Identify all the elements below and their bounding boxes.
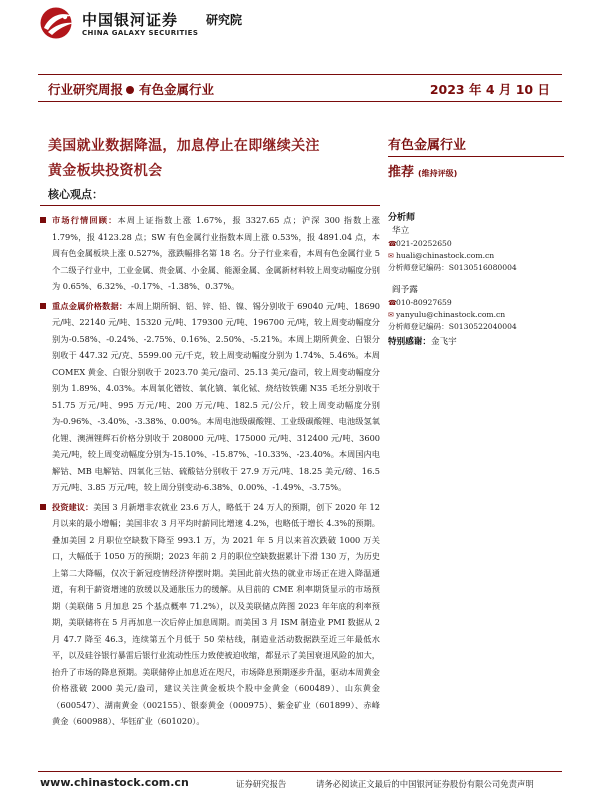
rating-value: 推荐 <box>388 165 415 180</box>
paragraph-lead: 投资建议： <box>52 501 94 512</box>
analyst-phone <box>388 238 452 250</box>
paragraph-lead: 市场行情回顾： <box>52 215 118 225</box>
report-industry: 有色金属行业 <box>139 82 215 97</box>
analyst-phone-value: 021-20252650 <box>396 239 452 248</box>
report-date: 2023 年 4 月 10 日 <box>429 82 550 97</box>
square-bullet-icon <box>40 504 46 510</box>
analyst-cert: 分析师登记编码：S0130522040004 <box>388 322 517 331</box>
special-thanks-name: 金飞宇 <box>430 337 457 347</box>
analyst-phone-value: 010-80927659 <box>396 298 452 307</box>
bullet-dot-icon <box>126 86 134 94</box>
paragraph-text: 美国 3 月新增非农就业 23.6 万人，略低于 24 万人的预期，创下 2020 年 12 月以来的最小增幅；美国非农 3 月平均时薪同比增速 4.2%，也略低于增长 4.3%的预期。叠加美国 2 月职位空缺数下降至 993.1 万，为 2021 年 5 月以来首次跌破 1000 万关口，大幅低于 1050 万的预期；2023 年前 2 月的职位空缺数据累计下滑 130 万，为历史上第二大降幅，仅次于新冠疫情经济停摆时期。美国此前火热的就业市场正在进入降温通道，有利于薪资增速的放缓以及通胀压力的缓解。从目前的 CME 利率期货显示的市场预期（美联储 5 月加息 25 个基点概率 71.2%），以及美联储点阵图 2023 年年底的利率预期，美联储将在 5 月再加息一次后停止加息周期。而美国 3 月 ISM 制造业 PMI 数据从 2 月 47.7 降至 46.3，连续第五个月低于 50 荣枯线，制造业活动数据跌至近三年最低水平，以及硅谷银行暴雷后银行业流动性压力致使被迫收缩，都显示了美国衰退风险的加大，抬升了市场的降息预期。美联储停止加息近在咫尺，市场降息预期逐步升温，驱动本周黄金价格涨破 2000 美元/盎司，建议关注黄金板块个股中金黄金（600489）、山东黄金（600547）、湖南黄金（002155）、银泰黄金（000975）、紫金矿业（601899）、赤峰黄金（600988）、华钰矿业（601020）。 <box>52 501 380 726</box>
analyst-phone <box>388 297 452 309</box>
special-thanks <box>388 335 457 347</box>
email-icon: ✉ <box>388 311 394 319</box>
analyst-email[interactable] <box>388 250 494 262</box>
report-info-bar <box>38 74 562 102</box>
brand-name-en: CHINA GALAXY SECURITIES <box>82 29 199 37</box>
analyst-label: 分析师 <box>388 213 416 223</box>
page-header <box>0 0 600 70</box>
section-divider <box>40 205 380 206</box>
rating-note: (维持评级) <box>418 169 458 178</box>
analyst-email-value[interactable]: huali@chinastock.com.cn <box>396 251 495 260</box>
galaxy-logo-icon <box>38 6 78 40</box>
special-thanks-label: 特别感谢： <box>388 337 431 347</box>
analyst-name: 阎予露 <box>392 285 418 295</box>
report-title-line2: 黄金板块投资机会 <box>48 163 163 179</box>
brand-department: 研究院 <box>206 13 243 27</box>
sidebar-divider <box>388 156 564 157</box>
report-body <box>40 212 380 733</box>
paragraph-metal-prices <box>40 298 380 496</box>
phone-icon: ☎ <box>388 240 397 248</box>
rating <box>388 161 457 180</box>
phone-icon: ☎ <box>388 299 397 307</box>
report-title-line1: 美国就业数据降温，加息停止在即继续关注 <box>48 138 320 154</box>
report-type: 行业研究周报 <box>48 82 124 97</box>
sidebar-industry: 有色金属行业 <box>388 138 467 153</box>
analyst-name: 华立 <box>392 226 410 236</box>
paragraph-text: 本周上期所铜、铝、锌、铅、镍、锡分别收于 69040 元/吨、18690 元/吨、22140 元/吨、15320 元/吨、179300 元/吨、196700 元/吨，较上周变动幅度分别为-0.58%、-0.24%、-2.75%、0.16%、2.50%、-5.21%。本周上期所黄金、白银分别收于 447.32 元/克、5599.00 元/千克，较上周变动幅度分别为 1.74%、5.46%。本周 COMEX 黄金、白银分别收于 2023.70 美元/盎司、25.13 美元/盎司，较上周变动幅度分别为 1.89%、4.03%。本周氧化镨钕、氧化镝、氧化铽、烧结钕铁硼 N35 毛坯分别收于 51.75 万元/吨、995 万元/吨、200 万元/吨、182.5 元/公斤，较上周变动幅度分别为-0.96%、-3.40%、-3.38%、0.00%。本周电池级碳酸锂、工业级碳酸锂、电池级氢氧化锂、澳洲锂辉石价格分别收于 208000 元/吨、175000 元/吨、312400 元/吨、3600 美元/吨，较上周变动幅度分别为-15.10%、-15.87%、-10.33%、-23.40%。本周国内电解钴、MB 电解钴、四氧化三钴、硫酸钴分别收于 27.9 万元/吨、18.25 美元/磅、16.5 万元/吨、3.85 万元/吨，较上周分别变动-6.38%、0.00%、-1.49%、-3.75%。 <box>52 300 380 492</box>
brand-name-cn: 中国银河证券 <box>82 11 179 29</box>
footer-divider <box>38 771 562 772</box>
email-icon: ✉ <box>388 252 394 260</box>
analyst-email[interactable] <box>388 309 505 321</box>
paragraph-text: 本周上证指数上涨 1.67%，报 3327.65 点；沪深 300 指数上涨 1.79%，报 4123.28 点；SW 有色金属行业指数本周上涨 0.53%，报 4891.04 点，本周有色金属板块上涨 0.527%，涨跌幅排名第 18 名。分子行业来看，本周有色金属行业 5 个二级子行业中，工业金属、贵金属、小金属、能源金属、金属新材料较上周变动幅度分别为 0.65%、6.32%、-0.17%、-1.38%、0.37%。 <box>52 215 380 291</box>
footer-label: 证券研究报告 <box>236 779 287 789</box>
paragraph-lead: 重点金属价格数据： <box>52 300 128 311</box>
square-bullet-icon <box>40 303 46 309</box>
core-views-label: 核心观点： <box>48 188 103 201</box>
paragraph-investment-advice <box>40 499 380 730</box>
report-type-line <box>48 80 214 98</box>
footer-website-link[interactable]: www.chinastock.com.cn <box>40 776 189 789</box>
analyst-cert: 分析师登记编码：S0130516080004 <box>388 263 517 272</box>
square-bullet-icon <box>40 217 46 223</box>
footer-disclaimer: 请务必阅读正文最后的中国银河证券股份有限公司免责声明 <box>316 779 534 789</box>
paragraph-market-review <box>40 212 380 295</box>
analyst-email-value[interactable]: yanyulu@chinastock.com.cn <box>396 310 506 319</box>
